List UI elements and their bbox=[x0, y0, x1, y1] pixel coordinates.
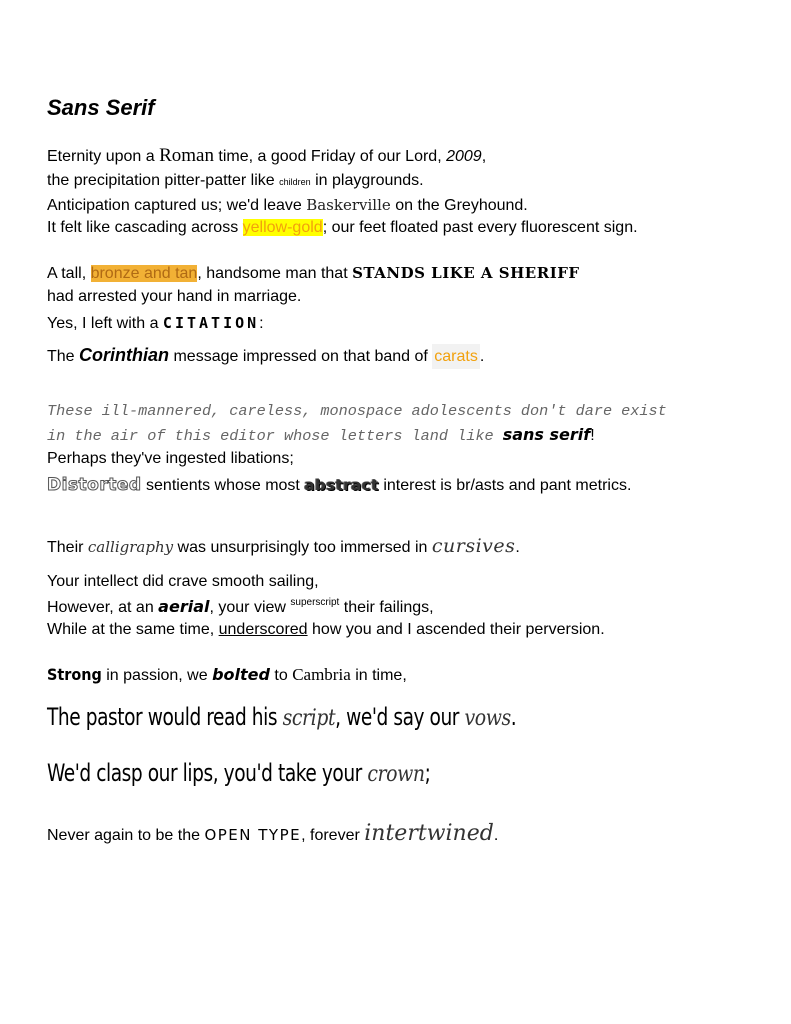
text-run: time, a good Friday of our Lord, bbox=[213, 148, 447, 165]
poem-line bbox=[47, 597, 434, 620]
text-run: in playgrounds. bbox=[310, 172, 424, 189]
text-run: We'd clasp our lips, you'd take your bbox=[47, 759, 368, 787]
text-run: The pastor would read his bbox=[47, 703, 283, 731]
mono-run: in the air of this editor whose letters land like bbox=[47, 427, 503, 445]
aerial-word: aerial bbox=[158, 597, 210, 616]
highlight-yellow: yellow-gold bbox=[242, 219, 323, 236]
text-run: to bbox=[269, 667, 293, 684]
poem-line bbox=[47, 218, 638, 238]
distorted-word: Distorted bbox=[47, 475, 142, 495]
poem-line bbox=[47, 449, 294, 469]
text-run: ; bbox=[424, 759, 431, 787]
text-run: how you and I ascended their perversion. bbox=[307, 621, 605, 638]
baskerville-word: Baskerville bbox=[306, 196, 391, 214]
text-run: sentients whose most bbox=[141, 477, 305, 494]
abstract-word: abstract bbox=[304, 476, 379, 494]
text-run: Your intellect did crave smooth sailing, bbox=[47, 573, 319, 590]
text-run: in time, bbox=[350, 667, 407, 684]
text-run: , bbox=[481, 148, 487, 165]
poem-line bbox=[47, 475, 631, 496]
page-title: Sans Serif bbox=[47, 95, 155, 120]
text-run: However, at an bbox=[47, 599, 159, 616]
text-run: Anticipation captured us; we'd leave bbox=[47, 197, 307, 214]
text-run: the precipitation pitter-patter like bbox=[47, 172, 280, 189]
calligraphy-word: calligraphy bbox=[87, 538, 174, 556]
superscript-word: superscript bbox=[290, 597, 340, 608]
underscored-word: underscored bbox=[218, 621, 308, 638]
poem-line bbox=[47, 313, 264, 334]
poem-line bbox=[47, 345, 484, 367]
text-run: , forever bbox=[301, 827, 365, 844]
tiny-word: children bbox=[279, 177, 311, 187]
text-run: Never again to be the bbox=[47, 827, 205, 844]
carats-word: carats bbox=[432, 344, 480, 369]
poem-line-mono bbox=[47, 401, 667, 421]
poem-line-large bbox=[47, 758, 430, 790]
text-run: Their bbox=[47, 539, 88, 556]
text-run: had arrested your hand in marriage. bbox=[47, 288, 302, 305]
year-italic: 2009 bbox=[446, 148, 482, 165]
text-run: . bbox=[493, 827, 499, 844]
text-run: ! bbox=[590, 427, 595, 444]
poem-line bbox=[47, 146, 486, 167]
poem-line bbox=[47, 536, 520, 558]
text-run: ; our feet floated past every fluorescent sign. bbox=[322, 219, 638, 236]
poem-line bbox=[47, 263, 580, 284]
text-run: message impressed on that band of bbox=[169, 348, 433, 365]
poem-line bbox=[47, 665, 407, 686]
text-run: It felt like cascading across bbox=[47, 219, 243, 236]
crown-word: crown bbox=[367, 762, 425, 787]
roman-word: Roman bbox=[159, 145, 214, 166]
intertwined-word: intertwined bbox=[364, 821, 494, 846]
text-run: Yes, I left with a bbox=[47, 315, 163, 332]
text-run: in passion, we bbox=[101, 667, 213, 684]
text-run: on the Greyhound. bbox=[390, 197, 528, 214]
poem-line bbox=[47, 425, 595, 446]
citation-word: CITATION bbox=[162, 314, 260, 332]
text-run: The bbox=[47, 348, 80, 365]
highlight-orange: bronze and tan bbox=[90, 265, 198, 282]
poem-line-large bbox=[47, 702, 516, 734]
poem-line bbox=[47, 287, 301, 307]
bolted-word: bolted bbox=[212, 665, 270, 684]
poem-line bbox=[47, 821, 499, 846]
cursives-word: cursives bbox=[431, 535, 516, 557]
poem-line bbox=[47, 171, 424, 192]
text-run: While at the same time, bbox=[47, 621, 219, 638]
script-word: script bbox=[282, 706, 336, 731]
poem-line bbox=[47, 195, 528, 216]
corinthian-word: Corinthian bbox=[79, 345, 170, 365]
text-run: their failings, bbox=[339, 599, 434, 616]
text-run: A tall, bbox=[47, 265, 91, 282]
poem-line bbox=[47, 572, 319, 592]
vows-word: vows bbox=[464, 706, 511, 731]
text-run: was unsurprisingly too immersed in bbox=[173, 539, 432, 556]
open-type-word: OPEN TYPE bbox=[204, 826, 302, 844]
cambria-word: Cambria bbox=[292, 665, 351, 684]
text-run: , handsome man that bbox=[197, 265, 353, 282]
sans-serif-word: sans serif bbox=[502, 425, 591, 444]
text-run: . bbox=[479, 348, 485, 365]
text-run: . bbox=[510, 703, 517, 731]
text-run: Eternity upon a bbox=[47, 148, 160, 165]
text-run: , we'd say our bbox=[335, 703, 465, 731]
text-run: : bbox=[259, 315, 264, 332]
sheriff-word: STANDS LIKE A SHERIFF bbox=[352, 264, 580, 282]
text-run: , your view bbox=[209, 599, 291, 616]
text-run: interest is br/asts and pant metrics. bbox=[378, 477, 632, 494]
poem-line bbox=[47, 620, 605, 640]
strong-word: Strong bbox=[47, 665, 102, 684]
text-run: These ill-mannered, careless, monospace adolescents don't dare exist bbox=[47, 402, 667, 420]
text-run: Perhaps they've ingested libations; bbox=[47, 450, 294, 467]
text-run: . bbox=[515, 539, 520, 556]
